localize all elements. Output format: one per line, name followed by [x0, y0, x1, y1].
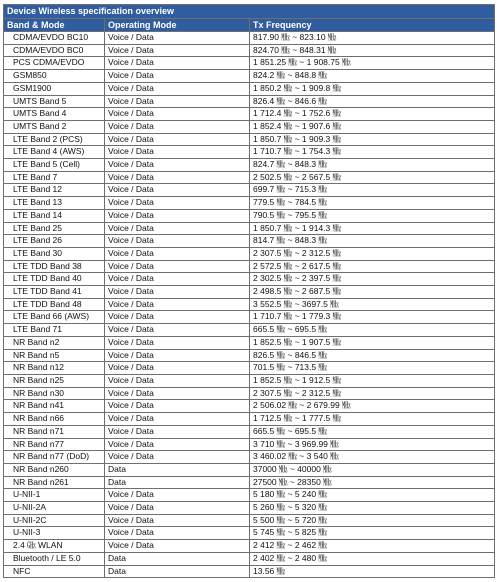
band-cell: LTE Band 25 — [4, 222, 105, 235]
table-row — [4, 489, 495, 502]
band-cell: LTE Band 71 — [4, 324, 105, 337]
table-row — [4, 425, 495, 438]
band-cell: LTE Band 30 — [4, 247, 105, 260]
band-cell: LTE Band 26 — [4, 235, 105, 248]
frequency-cell: 2 307.5 ㎒ ~ 2 312.5 ㎒ — [250, 387, 495, 400]
mode-cell: Voice / Data — [105, 82, 250, 95]
frequency-cell: 824.70 ㎒ ~ 848.31 ㎒ — [250, 44, 495, 57]
table-row — [4, 273, 495, 286]
frequency-cell: 5 745 ㎒ ~ 5 825 ㎒ — [250, 527, 495, 540]
mode-cell: Voice / Data — [105, 32, 250, 45]
frequency-cell: 5 180 ㎒ ~ 5 240 ㎒ — [250, 489, 495, 502]
band-cell: CDMA/EVDO BC10 — [4, 32, 105, 45]
mode-cell: Voice / Data — [105, 540, 250, 553]
frequency-cell: 2 498.5 ㎒ ~ 2 687.5 ㎒ — [250, 286, 495, 299]
band-cell: LTE TDD Band 40 — [4, 273, 105, 286]
table-row — [4, 235, 495, 248]
band-cell: NR Band n12 — [4, 362, 105, 375]
mode-cell: Voice / Data — [105, 451, 250, 464]
frequency-cell: 1 710.7 ㎒ ~ 1 779.3 ㎒ — [250, 311, 495, 324]
band-cell: U-NII-2A — [4, 502, 105, 515]
header-row — [4, 19, 495, 32]
band-cell: NR Band n66 — [4, 413, 105, 426]
band-cell: NR Band n25 — [4, 374, 105, 387]
frequency-cell: 1 850.2 ㎒ ~ 1 909.8 ㎒ — [250, 82, 495, 95]
band-cell: LTE Band 5 (Cell) — [4, 159, 105, 172]
band-cell: LTE Band 12 — [4, 184, 105, 197]
frequency-cell: 779.5 ㎒ ~ 784.5 ㎒ — [250, 197, 495, 210]
band-cell: LTE TDD Band 48 — [4, 298, 105, 311]
band-cell: 2.4 ㎓ WLAN — [4, 540, 105, 553]
mode-cell: Voice / Data — [105, 349, 250, 362]
band-cell: GSM850 — [4, 70, 105, 83]
band-cell: GSM1900 — [4, 82, 105, 95]
table-row — [4, 311, 495, 324]
frequency-cell: 3 460.02 ㎒ ~ 3 540 ㎒ — [250, 451, 495, 464]
table-row — [4, 32, 495, 45]
table-body — [4, 32, 495, 578]
band-cell: LTE Band 14 — [4, 209, 105, 222]
mode-cell: Voice / Data — [105, 387, 250, 400]
mode-cell: Voice / Data — [105, 425, 250, 438]
column-header-band: Band & Mode — [4, 19, 105, 32]
frequency-cell: 1 850.7 ㎒ ~ 1 914.3 ㎒ — [250, 222, 495, 235]
mode-cell: Voice / Data — [105, 489, 250, 502]
table-row — [4, 108, 495, 121]
frequency-cell: 5 260 ㎒ ~ 5 320 ㎒ — [250, 502, 495, 515]
band-cell: NR Band n77 (DoD) — [4, 451, 105, 464]
mode-cell: Voice / Data — [105, 311, 250, 324]
frequency-cell: 2 506.02 ㎒ ~ 2 679.99 ㎒ — [250, 400, 495, 413]
table-row — [4, 565, 495, 578]
table-row — [4, 209, 495, 222]
table-row — [4, 286, 495, 299]
table-row — [4, 298, 495, 311]
band-cell: NR Band n5 — [4, 349, 105, 362]
mode-cell: Voice / Data — [105, 222, 250, 235]
band-cell: NR Band n261 — [4, 476, 105, 489]
mode-cell: Voice / Data — [105, 133, 250, 146]
mode-cell: Voice / Data — [105, 120, 250, 133]
column-header-frequency: Tx Frequency — [250, 19, 495, 32]
table-row — [4, 400, 495, 413]
band-cell: NR Band n41 — [4, 400, 105, 413]
table-row — [4, 133, 495, 146]
mode-cell: Voice / Data — [105, 146, 250, 159]
table-row — [4, 70, 495, 83]
frequency-cell: 2 572.5 ㎒ ~ 2 617.5 ㎒ — [250, 260, 495, 273]
table-row — [4, 451, 495, 464]
mode-cell: Data — [105, 463, 250, 476]
table-row — [4, 171, 495, 184]
mode-cell: Voice / Data — [105, 286, 250, 299]
mode-cell: Voice / Data — [105, 197, 250, 210]
table-row — [4, 552, 495, 565]
table-row — [4, 413, 495, 426]
mode-cell: Voice / Data — [105, 514, 250, 527]
frequency-cell: 37000 ㎒ ~ 40000 ㎒ — [250, 463, 495, 476]
mode-cell: Voice / Data — [105, 57, 250, 70]
frequency-cell: 5 500 ㎒ ~ 5 720 ㎒ — [250, 514, 495, 527]
mode-cell: Voice / Data — [105, 209, 250, 222]
frequency-cell: 3 710 ㎒ ~ 3 969.99 ㎒ — [250, 438, 495, 451]
mode-cell: Voice / Data — [105, 298, 250, 311]
table-row — [4, 502, 495, 515]
frequency-cell: 814.7 ㎒ ~ 848.3 ㎒ — [250, 235, 495, 248]
mode-cell: Voice / Data — [105, 260, 250, 273]
table-row — [4, 349, 495, 362]
title-row — [4, 5, 495, 19]
band-cell: U-NII-1 — [4, 489, 105, 502]
band-cell: LTE Band 4 (AWS) — [4, 146, 105, 159]
table-row — [4, 527, 495, 540]
table-row — [4, 336, 495, 349]
table-row — [4, 222, 495, 235]
mode-cell: Voice / Data — [105, 413, 250, 426]
frequency-cell: 3 552.5 ㎒ ~ 3697.5 ㎒ — [250, 298, 495, 311]
band-cell: LTE TDD Band 38 — [4, 260, 105, 273]
frequency-cell: 1 850.7 ㎒ ~ 1 909.3 ㎒ — [250, 133, 495, 146]
frequency-cell: 826.4 ㎒ ~ 846.6 ㎒ — [250, 95, 495, 108]
mode-cell: Data — [105, 552, 250, 565]
band-cell: LTE Band 13 — [4, 197, 105, 210]
table-row — [4, 44, 495, 57]
table-row — [4, 476, 495, 489]
table-row — [4, 120, 495, 133]
frequency-cell: 701.5 ㎒ ~ 713.5 ㎒ — [250, 362, 495, 375]
frequency-cell: 1 851.25 ㎒ ~ 1 908.75 ㎒ — [250, 57, 495, 70]
mode-cell: Voice / Data — [105, 247, 250, 260]
mode-cell: Voice / Data — [105, 184, 250, 197]
band-cell: PCS CDMA/EVDO — [4, 57, 105, 70]
mode-cell: Data — [105, 565, 250, 578]
frequency-cell: 699.7 ㎒ ~ 715.3 ㎒ — [250, 184, 495, 197]
table-row — [4, 95, 495, 108]
table-row — [4, 146, 495, 159]
frequency-cell: 1 852.4 ㎒ ~ 1 907.6 ㎒ — [250, 120, 495, 133]
frequency-cell: 2 412 ㎒ ~ 2 462 ㎒ — [250, 540, 495, 553]
mode-cell: Voice / Data — [105, 95, 250, 108]
table-row — [4, 197, 495, 210]
mode-cell: Voice / Data — [105, 70, 250, 83]
band-cell: UMTS Band 5 — [4, 95, 105, 108]
frequency-cell: 2 502.5 ㎒ ~ 2 567.5 ㎒ — [250, 171, 495, 184]
mode-cell: Voice / Data — [105, 159, 250, 172]
band-cell: UMTS Band 4 — [4, 108, 105, 121]
table-row — [4, 514, 495, 527]
table-row — [4, 463, 495, 476]
table-row — [4, 82, 495, 95]
mode-cell: Voice / Data — [105, 324, 250, 337]
column-header-mode: Operating Mode — [105, 19, 250, 32]
band-cell: NR Band n71 — [4, 425, 105, 438]
band-cell: NR Band n2 — [4, 336, 105, 349]
frequency-cell: 2 402 ㎒ ~ 2 480 ㎒ — [250, 552, 495, 565]
band-cell: NR Band n30 — [4, 387, 105, 400]
table-row — [4, 159, 495, 172]
band-cell: NFC — [4, 565, 105, 578]
mode-cell: Voice / Data — [105, 108, 250, 121]
frequency-cell: 2 302.5 ㎒ ~ 2 397.5 ㎒ — [250, 273, 495, 286]
frequency-cell: 790.5 ㎒ ~ 795.5 ㎒ — [250, 209, 495, 222]
frequency-cell: 13.56 ㎒ — [250, 565, 495, 578]
mode-cell: Data — [105, 476, 250, 489]
band-cell: CDMA/EVDO BC0 — [4, 44, 105, 57]
mode-cell: Voice / Data — [105, 171, 250, 184]
band-cell: NR Band n260 — [4, 463, 105, 476]
frequency-cell: 824.2 ㎒ ~ 848.8 ㎒ — [250, 70, 495, 83]
frequency-cell: 665.5 ㎒ ~ 695.5 ㎒ — [250, 324, 495, 337]
mode-cell: Voice / Data — [105, 235, 250, 248]
band-cell: U-NII-2C — [4, 514, 105, 527]
mode-cell: Voice / Data — [105, 527, 250, 540]
mode-cell: Voice / Data — [105, 374, 250, 387]
frequency-cell: 665.5 ㎒ ~ 695.5 ㎒ — [250, 425, 495, 438]
table-row — [4, 540, 495, 553]
mode-cell: Voice / Data — [105, 438, 250, 451]
band-cell: LTE TDD Band 41 — [4, 286, 105, 299]
band-cell: LTE Band 2 (PCS) — [4, 133, 105, 146]
frequency-cell: 826.5 ㎒ ~ 846.5 ㎒ — [250, 349, 495, 362]
table-row — [4, 57, 495, 70]
frequency-cell: 1 852.5 ㎒ ~ 1 912.5 ㎒ — [250, 374, 495, 387]
frequency-cell: 1 712.5 ㎒ ~ 1 777.5 ㎒ — [250, 413, 495, 426]
band-cell: LTE Band 66 (AWS) — [4, 311, 105, 324]
table-row — [4, 438, 495, 451]
frequency-cell: 817.90 ㎒ ~ 823.10 ㎒ — [250, 32, 495, 45]
frequency-cell: 2 307.5 ㎒ ~ 2 312.5 ㎒ — [250, 247, 495, 260]
frequency-cell: 824.7 ㎒ ~ 848.3 ㎒ — [250, 159, 495, 172]
frequency-cell: 1 712.4 ㎒ ~ 1 752.6 ㎒ — [250, 108, 495, 121]
mode-cell: Voice / Data — [105, 336, 250, 349]
table-row — [4, 374, 495, 387]
table-row — [4, 260, 495, 273]
table-row — [4, 184, 495, 197]
mode-cell: Voice / Data — [105, 362, 250, 375]
mode-cell: Voice / Data — [105, 400, 250, 413]
band-cell: Bluetooth / LE 5.0 — [4, 552, 105, 565]
mode-cell: Voice / Data — [105, 273, 250, 286]
table-row — [4, 324, 495, 337]
band-cell: NR Band n77 — [4, 438, 105, 451]
mode-cell: Voice / Data — [105, 502, 250, 515]
table-row — [4, 247, 495, 260]
table-title: Device Wireless specification overview — [4, 5, 495, 19]
table-row — [4, 387, 495, 400]
wireless-spec-table — [3, 4, 495, 578]
frequency-cell: 1 710.7 ㎒ ~ 1 754.3 ㎒ — [250, 146, 495, 159]
band-cell: LTE Band 7 — [4, 171, 105, 184]
table-row — [4, 362, 495, 375]
frequency-cell: 1 852.5 ㎒ ~ 1 907.5 ㎒ — [250, 336, 495, 349]
band-cell: U-NII-3 — [4, 527, 105, 540]
spec-sheet — [3, 4, 494, 578]
band-cell: UMTS Band 2 — [4, 120, 105, 133]
frequency-cell: 27500 ㎒ ~ 28350 ㎒ — [250, 476, 495, 489]
mode-cell: Voice / Data — [105, 44, 250, 57]
